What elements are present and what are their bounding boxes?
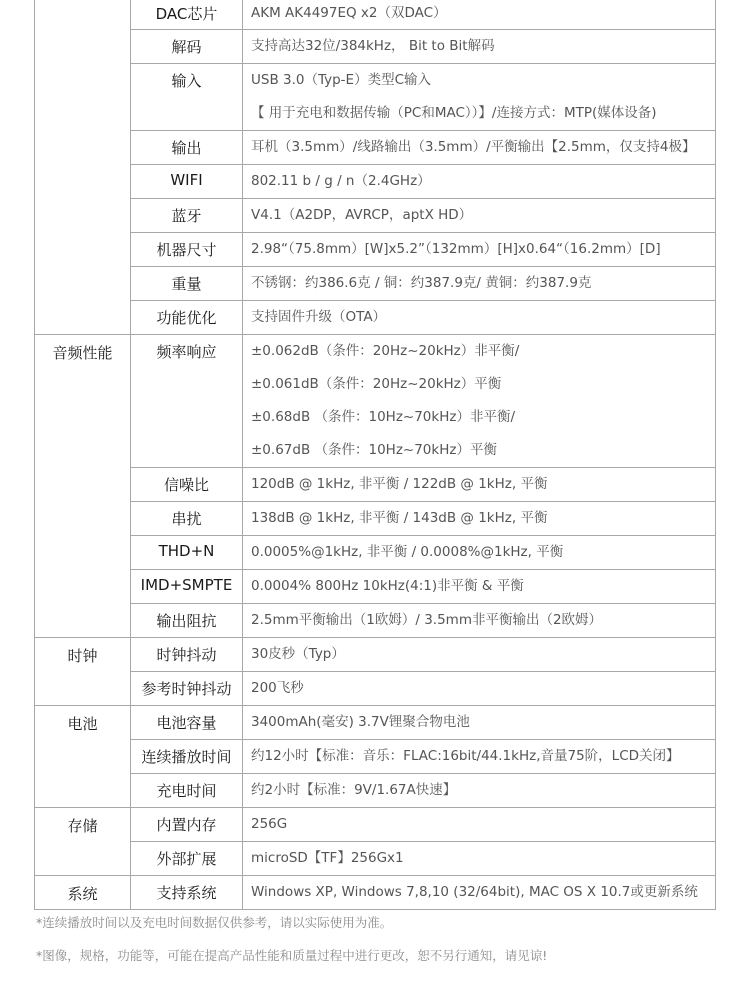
spec-value: 138dB @ 1kHz, 非平衡 / 143dB @ 1kHz, 平衡 — [243, 502, 716, 536]
spec-row — [35, 842, 716, 876]
spec-row — [35, 64, 716, 131]
spec-label: 频率响应 — [131, 335, 243, 468]
spec-label: 机器尺寸 — [131, 233, 243, 267]
spec-label: THD+N — [131, 536, 243, 570]
category-audio: 音频性能 — [35, 335, 131, 638]
spec-row — [35, 604, 716, 638]
spec-row — [35, 335, 716, 468]
footnote: *图像，规格，功能等，可能在提高产品性能和质量过程中进行更改，恕不另行通知，请见谅! — [36, 948, 548, 963]
spec-label: 蓝牙 — [131, 199, 243, 233]
spec-row — [35, 165, 716, 199]
spec-value: 802.11 b / g / n（2.4GHz） — [243, 165, 716, 199]
spec-value: 约12小时【标准：音乐：FLAC:16bit/44.1kHz,音量75阶，LCD关闭】 — [243, 740, 716, 774]
spec-value: 256G — [243, 808, 716, 842]
footnote: *连续播放时间以及充电时间数据仅供参考，请以实际使用为准。 — [36, 915, 393, 930]
spec-value: 耳机（3.5mm）/线路输出（3.5mm）/平衡输出【2.5mm，仅支持4极】 — [243, 131, 716, 165]
spec-row — [35, 30, 716, 64]
spec-row — [35, 638, 716, 672]
spec-value: 0.0005%@1kHz, 非平衡 / 0.0008%@1kHz, 平衡 — [243, 536, 716, 570]
spec-row — [35, 267, 716, 301]
spec-row — [35, 131, 716, 165]
spec-row — [35, 876, 716, 910]
spec-value: 200飞秒 — [243, 672, 716, 706]
spec-value: 30皮秒（Typ） — [243, 638, 716, 672]
spec-row — [35, 199, 716, 233]
spec-label: 输出阻抗 — [131, 604, 243, 638]
spec-label: 时钟抖动 — [131, 638, 243, 672]
spec-value: USB 3.0（Typ-E）类型C输入 【 用于充电和数据传输（PC和MAC））】/连接方式：MTP(媒体设备) — [243, 64, 716, 131]
spec-row — [35, 808, 716, 842]
spec-row — [35, 740, 716, 774]
spec-value: 支持固件升级（OTA） — [243, 301, 716, 335]
spec-label: 外部扩展 — [131, 842, 243, 876]
spec-label: 支持系统 — [131, 876, 243, 910]
footnotes — [36, 906, 726, 972]
spec-value: 120dB @ 1kHz, 非平衡 / 122dB @ 1kHz, 平衡 — [243, 468, 716, 502]
spec-label: IMD+SMPTE — [131, 570, 243, 604]
spec-row — [35, 468, 716, 502]
spec-label: DAC芯片 — [131, 0, 243, 30]
spec-label: 解码 — [131, 30, 243, 64]
spec-value: ±0.062dB（条件：20Hz~20kHz）非平衡/ ±0.061dB（条件：20Hz~20kHz）平衡 ±0.68dB （条件：10Hz~70kHz）非平衡/ ±0.67dB （条件：10Hz~70kHz）平衡 — [243, 335, 716, 468]
spec-label: 内置内存 — [131, 808, 243, 842]
spec-label: 信噪比 — [131, 468, 243, 502]
category-battery: 电池 — [35, 706, 131, 808]
spec-value: 2.5mm平衡输出（1欧姆）/ 3.5mm非平衡输出（2欧姆） — [243, 604, 716, 638]
spec-table — [34, 0, 716, 910]
spec-label: 重量 — [131, 267, 243, 301]
category-system: 系统 — [35, 876, 131, 910]
spec-row — [35, 774, 716, 808]
category-storage: 存储 — [35, 808, 131, 876]
spec-value: V4.1（A2DP，AVRCP，aptX HD） — [243, 199, 716, 233]
spec-value: Windows XP, Windows 7,8,10 (32/64bit), MAC OS X 10.7或更新系统 — [243, 876, 716, 910]
spec-value: AKM AK4497EQ x2（双DAC） — [243, 0, 716, 30]
spec-row — [35, 0, 716, 30]
spec-value: 约2小时【标准：9V/1.67A快速】 — [243, 774, 716, 808]
spec-row — [35, 672, 716, 706]
spec-value: 3400mAh(毫安) 3.7V锂聚合物电池 — [243, 706, 716, 740]
spec-row — [35, 536, 716, 570]
spec-value: 不锈钢：约386.6克 / 铜：约387.9克/ 黄铜：约387.9克 — [243, 267, 716, 301]
spec-label: 功能优化 — [131, 301, 243, 335]
spec-label: WIFI — [131, 165, 243, 199]
spec-value: 0.0004% 800Hz 10kHz(4:1)非平衡 & 平衡 — [243, 570, 716, 604]
spec-label: 参考时钟抖动 — [131, 672, 243, 706]
spec-row — [35, 502, 716, 536]
category-clock: 时钟 — [35, 638, 131, 706]
category-cell — [35, 0, 131, 335]
spec-label: 输入 — [131, 64, 243, 131]
spec-value: microSD【TF】256Gx1 — [243, 842, 716, 876]
spec-label: 充电时间 — [131, 774, 243, 808]
spec-label: 串扰 — [131, 502, 243, 536]
spec-label: 输出 — [131, 131, 243, 165]
spec-row — [35, 706, 716, 740]
spec-value: 支持高达32位/384kHz， Bit to Bit解码 — [243, 30, 716, 64]
spec-row — [35, 570, 716, 604]
spec-row — [35, 301, 716, 335]
spec-row — [35, 233, 716, 267]
spec-value: 2.98“（75.8mm）[W]x5.2”（132mm）[H]x0.64“（16.2mm）[D] — [243, 233, 716, 267]
spec-label: 电池容量 — [131, 706, 243, 740]
spec-label: 连续播放时间 — [131, 740, 243, 774]
